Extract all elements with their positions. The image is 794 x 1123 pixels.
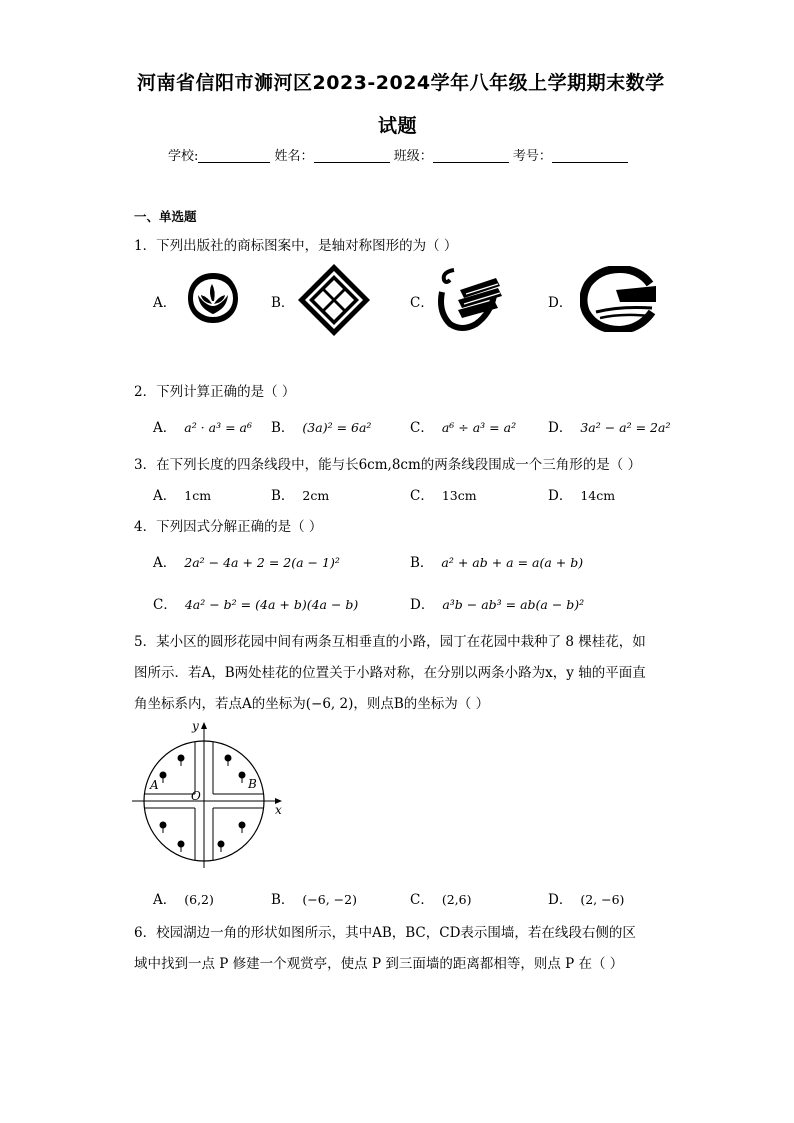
name-blank[interactable] [314,148,390,163]
exam-title-line1: 河南省信阳市浉河区2023-2024学年八年级上学期期末数学 [137,72,665,94]
book-swirl-logo [436,266,508,334]
q2-option-d[interactable] [548,416,670,436]
q2-option-d-label: D． [548,420,573,436]
q3-option-d-label: D． [548,488,573,504]
class-blank[interactable] [433,148,509,163]
exam-number-blank[interactable] [552,148,628,163]
q4-option-b[interactable] [410,551,583,571]
q4-option-c-expr: 4a² − b² = (4a + b)(4a − b) [184,597,359,612]
q5-option-b[interactable] [271,888,357,908]
q3-option-d-expr: 14cm [580,488,616,503]
q5-option-d-label: D． [548,892,573,908]
q2-option-c[interactable] [410,416,516,436]
q5-option-b-label: B． [271,892,295,908]
tree-icon [239,772,246,784]
q5-option-d-expr: (2, −6) [580,892,625,907]
q6-stem-line1: 6．校园湖边一角的形状如图所示，其中AB，BC，CD表示围墙，若在线段右侧的区 [134,925,636,941]
q3-option-c[interactable] [410,484,477,504]
x-axis-label: x [275,803,282,817]
q3-option-b-expr: 2cm [302,488,330,503]
origin-label: O [191,789,201,803]
class-label: 班级： [393,149,433,164]
y-axis-label: y [192,719,199,733]
q2-option-c-expr: a⁶ ÷ a³ = a² [441,420,517,435]
q5-option-c-expr: (2,6) [441,892,472,907]
q1-option-d-label[interactable]: D． [548,295,573,311]
name-label: 姓名： [274,149,314,164]
q1-option-c-label[interactable]: C． [410,295,434,311]
tree-icon [178,841,185,853]
student-info-row [168,145,628,164]
school-label: 学校: [168,149,199,164]
section-heading: 一、单选题 [134,209,197,224]
q5-option-b-expr: (−6, −2) [302,892,357,907]
q4-option-d-label: D． [410,597,435,613]
q5-stem-line2: 图所示．若A，B两处桂花的位置关于小路对称，在分别以两条小路为x，y 轴的平面直 [134,665,646,681]
q5-option-d[interactable] [548,888,624,908]
q4-option-a-label: A． [153,555,177,571]
q3-option-b[interactable] [271,484,329,504]
q3-option-d[interactable] [548,484,615,504]
q2-stem: 2．下列计算正确的是（ ） [134,384,296,400]
tree-icon [160,822,167,834]
q3-option-a-label: A． [153,488,177,504]
q5-stem-line3: 角坐标系内，若点A的坐标为(−6, 2)，则点B的坐标为（ ） [134,696,490,712]
q5-option-c-label: C． [410,892,434,908]
q4-option-a[interactable] [153,551,340,571]
q1-option-a-label[interactable]: A． [153,295,177,311]
tree-icon [218,841,225,853]
q5-option-a[interactable] [153,888,214,908]
q2-option-b-label: B． [271,420,295,436]
q2-option-a-expr: a² · a³ = a⁶ [184,420,252,435]
q4-option-c[interactable] [153,593,358,613]
q3-option-b-label: B． [271,488,295,504]
q4-option-b-expr: a² + ab + a = a(a + b) [441,555,584,570]
q4-option-d-expr: a³b − ab³ = ab(a − b)² [442,597,585,612]
exam-title-line2: 试题 [378,115,418,137]
tree-icon [225,755,232,767]
q4-option-b-label: B． [410,555,434,571]
book-swirl-icon [441,270,502,328]
g-lines-logo [580,266,658,332]
q1-option-b-label[interactable]: B． [271,295,295,311]
exam-number-label: 考号： [512,149,552,164]
hands-sprout-logo [186,271,240,325]
point-a-label: A [150,778,159,792]
q2-option-b[interactable] [271,416,371,436]
q3-option-c-label: C． [410,488,434,504]
q2-option-d-expr: 3a² − a² = 2a² [580,420,671,435]
q4-option-d[interactable] [410,593,584,613]
hands-sprout-icon [188,273,238,323]
point-b-label: B [248,777,257,791]
tree-icon [178,755,185,767]
diamond-grid-icon [298,264,370,336]
g-lines-icon [583,269,656,330]
q3-stem: 3．在下列长度的四条线段中，能与长6cm,8cm的两条线段围成一个三角形的是（ ） [134,457,642,473]
q5-option-c[interactable] [410,888,471,908]
school-blank[interactable] [198,148,270,163]
q3-option-a[interactable] [153,484,211,504]
q4-stem: 4．下列因式分解正确的是（ ） [134,519,323,535]
q5-option-a-expr: (6,2) [184,892,214,907]
q2-option-c-label: C． [410,420,434,436]
tree-icon [160,772,167,784]
q5-option-a-label: A． [153,892,177,908]
q5-stem-line1: 5．某小区的圆形花园中间有两条互相垂直的小路，园丁在花园中栽种了 8 棵桂花，如 [134,634,646,650]
q2-option-a-label: A． [153,420,177,436]
garden-coordinate-figure [128,718,290,874]
tree-icon [239,822,246,834]
q3-option-a-expr: 1cm [184,488,212,503]
q2-option-a[interactable] [153,416,252,436]
y-axis-arrow-icon [201,722,207,729]
q6-stem-line2: 域中找到一点 P 修建一个观赏亭，使点 P 到三面墙的距离都相等，则点 P 在（ ） [134,956,624,972]
q2-option-b-expr: (3a)² = 6a² [302,420,372,435]
diamond-grid-logo [296,262,372,338]
q4-option-c-label: C． [153,597,177,613]
q4-option-a-expr: 2a² − 4a + 2 = 2(a − 1)² [184,555,340,570]
q1-stem: 1．下列出版社的商标图案中，是轴对称图形的为（ ） [134,238,458,254]
q3-option-c-expr: 13cm [441,488,477,503]
